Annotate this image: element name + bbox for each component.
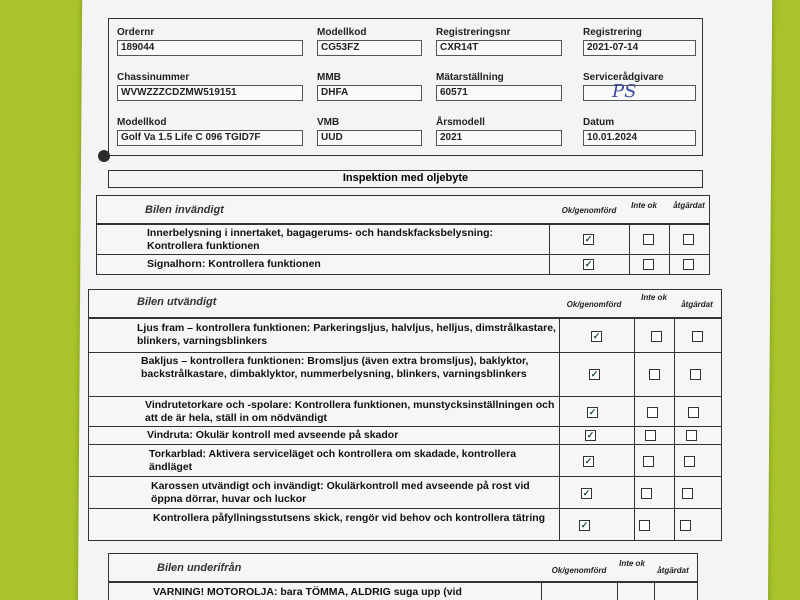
atgardat-checkbox[interactable] xyxy=(686,430,697,441)
section-header xyxy=(97,196,709,224)
handwritten-signature: PS xyxy=(612,81,637,102)
checklist-row: Ljus fram – kontrollera funktionen: Parkeringsljus, halvljus, helljus, dimstrålkastare, blinkers, varningsblinkers ✓ xyxy=(89,318,721,352)
atgardat-checkbox[interactable] xyxy=(692,331,703,342)
checklist-row: Innerbelysning i innertaket, bagagerums- och handskfacksbelysning: Kontrollera funktionen ✓ xyxy=(97,224,709,254)
checklist-row: Vindruta: Okulär kontroll med avseende på skador ✓ xyxy=(89,426,721,444)
inte-ok-checkbox[interactable] xyxy=(649,369,660,380)
checklist-row: Torkarblad: Aktivera serviceläget och kontrollera om skadade, kontrollera ändläget ✓ xyxy=(89,444,721,476)
inte-ok-checkbox[interactable] xyxy=(643,234,654,245)
ok-checkbox[interactable]: ✓ xyxy=(580,520,589,530)
ok-checkbox[interactable]: ✓ xyxy=(590,369,599,379)
section-bilen-invandigt xyxy=(96,195,710,275)
atgardat-checkbox[interactable] xyxy=(683,259,694,270)
datum-field: Datum 10.01.2024 xyxy=(583,117,696,146)
atgardat-checkbox[interactable] xyxy=(690,369,701,380)
section-title: Bilen utvändigt xyxy=(137,296,217,308)
inte-ok-checkbox[interactable] xyxy=(639,520,650,531)
ok-checkbox[interactable]: ✓ xyxy=(588,407,597,417)
modellkod-field: Modellkod Golf Va 1.5 Life C 096 TGID7F xyxy=(117,117,303,146)
registreringsnr-field: Registreringsnr CXR14T xyxy=(436,27,562,56)
section-header xyxy=(109,554,697,582)
inte-ok-checkbox[interactable] xyxy=(647,407,658,418)
inspection-banner: Inspektion med oljebyte xyxy=(108,170,703,188)
inte-ok-checkbox[interactable] xyxy=(643,456,654,467)
modellkod-top-field: Modellkod CG53FZ xyxy=(317,27,422,56)
section-bilen-utvandigt xyxy=(88,289,722,541)
section-title: Bilen invändigt xyxy=(145,204,224,216)
section-title: Bilen underifrån xyxy=(157,562,242,574)
chassinummer-field: Chassinummer WVWZZZCDZMW519151 xyxy=(117,72,303,101)
atgardat-checkbox[interactable] xyxy=(680,520,691,531)
section-header xyxy=(89,290,721,318)
ok-checkbox[interactable]: ✓ xyxy=(592,331,601,341)
checklist-row: VARNING! MOTOROLJA: bara TÖMMA, ALDRIG suga upp (vid xyxy=(109,582,697,600)
col-inte-header: Inte ok xyxy=(641,293,667,302)
atgardat-checkbox[interactable] xyxy=(682,488,693,499)
col-inte-header: Inte ok xyxy=(619,559,645,568)
ordernr-field: Ordernr 189044 xyxy=(117,27,303,56)
ok-checkbox[interactable]: ✓ xyxy=(582,488,591,498)
inte-ok-checkbox[interactable] xyxy=(641,488,652,499)
section-bilen-underifran xyxy=(108,553,698,600)
ok-checkbox[interactable]: ✓ xyxy=(586,430,595,440)
col-ok-header: Ok/genomförd xyxy=(561,206,617,215)
col-ok-header: Ok/genomförd xyxy=(551,566,607,575)
atgardat-checkbox[interactable] xyxy=(683,234,694,245)
col-atgardat-header: åtgärdat xyxy=(681,300,713,309)
ok-checkbox[interactable]: ✓ xyxy=(584,456,593,466)
checklist-row: Kontrollera påfyllningsstutsens skick, rengör vid behov och kontrollera tätring ✓ xyxy=(89,508,721,540)
col-ok-header: Ok/genomförd xyxy=(566,300,622,309)
arsmodell-field: Årsmodell 2021 xyxy=(436,117,562,146)
col-inte-header: Inte ok xyxy=(631,201,657,210)
checklist-row: Karossen utvändigt och invändigt: Okulärkontroll med avseende på rost vid öppna dörrar, huvar och luckor ✓ xyxy=(89,476,721,508)
col-atgardat-header: åtgärdat xyxy=(657,566,689,575)
checklist-row: Vindrutetorkare och -spolare: Kontrollera funktionen, munstycksinställningen och att de är hela, ställ in om nödvändigt ✓ xyxy=(89,396,721,426)
atgardat-checkbox[interactable] xyxy=(684,456,695,467)
checklist-row: Bakljus – kontrollera funktionen: Bromsljus (även extra bromsljus), baklyktor, backstrålkastare, dimbaklyktor, nummerbelysning, blinkers, varningsblinkers ✓ xyxy=(89,352,721,396)
inte-ok-checkbox[interactable] xyxy=(643,259,654,270)
checklist-row: Signalhorn: Kontrollera funktionen ✓ xyxy=(97,254,709,274)
mmb-field: MMB DHFA xyxy=(317,72,422,101)
matarstallning-field: Mätarställning 60571 xyxy=(436,72,562,101)
atgardat-checkbox[interactable] xyxy=(688,407,699,418)
registrering-field: Registrering 2021-07-14 xyxy=(583,27,696,56)
ok-checkbox[interactable]: ✓ xyxy=(584,259,593,269)
vmb-field: VMB UUD xyxy=(317,117,422,146)
vehicle-info-block xyxy=(108,18,703,156)
inte-ok-checkbox[interactable] xyxy=(645,430,656,441)
ok-checkbox[interactable]: ✓ xyxy=(584,234,593,244)
servicerad-field: Servicerådgivare xyxy=(583,72,696,101)
col-atgardat-header: åtgärdat xyxy=(673,201,705,210)
inte-ok-checkbox[interactable] xyxy=(651,331,662,342)
